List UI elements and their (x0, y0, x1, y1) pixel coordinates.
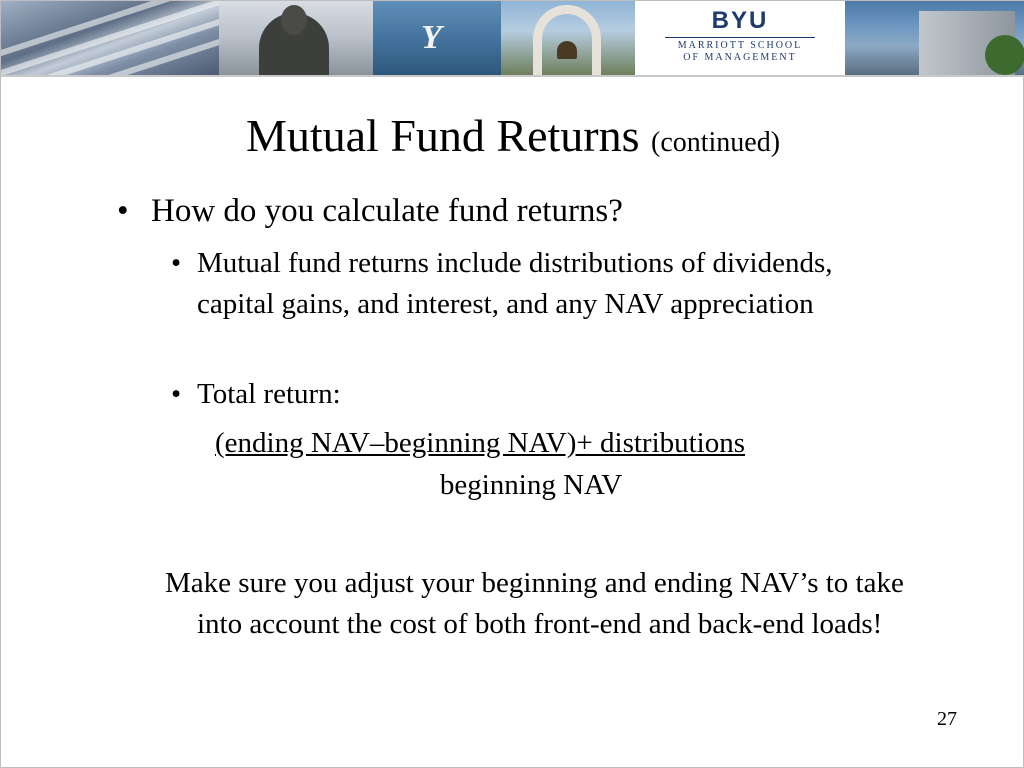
banner-photo-mountain-y: Y (373, 1, 501, 75)
logo-byu-text: BYU (711, 7, 769, 34)
formula-denominator: beginning NAV (439, 469, 623, 501)
bullet-sub-2-text: Total return: (197, 378, 341, 410)
bullet-icon: • (171, 378, 182, 410)
note-text: Make sure you adjust your beginning and ending NAV’s to take into account the cost of both front-end and back-end loads! (165, 567, 904, 640)
formula-numerator: (ending NAV–beginning NAV)+ distributions (215, 427, 746, 459)
bullet-icon: • (117, 193, 129, 229)
header-banner (1, 1, 1024, 77)
banner-photo-building (845, 1, 1024, 75)
byu-marriott-logo (635, 1, 845, 75)
bullet-main-text: How do you calculate fund returns? (151, 193, 623, 229)
slide-title-sub: (continued) (651, 127, 781, 158)
bullet-icon: • (171, 247, 182, 279)
logo-school-line2: OF MANAGEMENT (683, 52, 797, 63)
slide-title (1, 109, 1024, 170)
logo-school-line1: MARRIOTT SCHOOL (677, 40, 803, 51)
page-number: 27 (937, 708, 957, 730)
slide-title-main: Mutual Fund Returns (245, 110, 640, 161)
banner-photo-statue (219, 1, 373, 75)
bullet-sub-1-text: Mutual fund returns include distributions of dividends, capital gains, and interest, and any NAV appreciation (197, 247, 833, 320)
banner-photo-bell-arch (501, 1, 635, 75)
banner-photo-architecture (1, 1, 219, 75)
